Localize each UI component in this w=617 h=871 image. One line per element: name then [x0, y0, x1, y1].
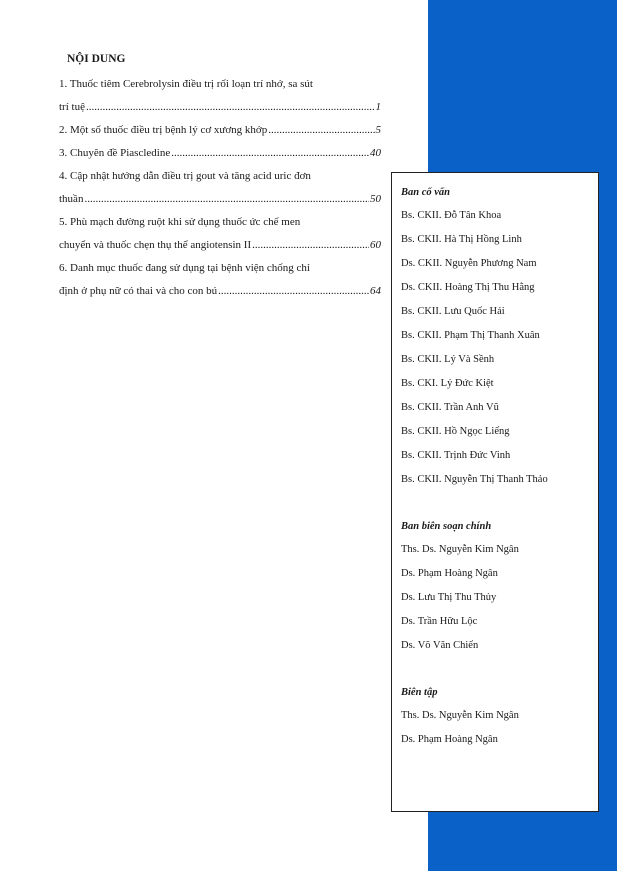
copy-editor-name: Ths. Ds. Nguyễn Kim Ngân	[401, 710, 519, 721]
toc-item-3[interactable]	[59, 142, 381, 165]
toc-item-page: 1	[375, 101, 381, 113]
advisor-name: Bs. CKII. Phạm Thị Thanh Xuân	[401, 330, 540, 341]
toc-item-text: 3. Chuyên đề Piascledine	[59, 147, 171, 159]
advisor-name: Bs. CKII. Hồ Ngọc Liếng	[401, 426, 510, 437]
toc-item-4[interactable]	[59, 165, 381, 211]
advisors-title: Ban cố vấn	[401, 187, 451, 198]
editorial-title: Ban biên soạn chính	[401, 521, 492, 532]
editor-name: Ds. Phạm Hoàng Ngân	[401, 568, 498, 579]
advisor-name: Bs. CKII. Đỗ Tân Khoa	[401, 210, 502, 221]
editor-name: Ds. Trần Hữu Lộc	[401, 616, 478, 627]
toc-heading: NỘI DUNG	[67, 53, 126, 65]
toc-item-5[interactable]	[59, 211, 381, 257]
toc-item-page: 40	[370, 147, 381, 159]
toc-item-page: 50	[370, 193, 381, 205]
toc-item-2[interactable]	[59, 119, 381, 142]
toc-item-text: trí tuệ	[59, 101, 85, 113]
advisor-name: Ds. CKII. Hoàng Thị Thu Hằng	[401, 282, 535, 293]
editor-name: Ds. Lưu Thị Thu Thủy	[401, 592, 497, 603]
toc-item-text: 2. Một số thuốc điều trị bệnh lý cơ xương khớp	[59, 124, 268, 136]
toc-item-lead: 6. Danh mục thuốc đang sử dụng tại bệnh viện chống chỉ	[59, 262, 310, 274]
editorial-board-box	[391, 172, 599, 812]
advisor-name: Bs. CKII. Nguyễn Thị Thanh Thảo	[401, 474, 548, 485]
advisor-name: Bs. CKII. Hà Thị Hồng Linh	[401, 234, 522, 245]
advisor-name: Bs. CKII. Lưu Quốc Hải	[401, 306, 505, 317]
toc-item-1[interactable]	[59, 73, 381, 119]
table-of-contents	[59, 49, 381, 303]
toc-item-lead: 5. Phù mạch đường ruột khi sử dụng thuốc ức chế men	[59, 216, 301, 228]
toc-item-6[interactable]	[59, 257, 381, 303]
toc-item-page: 64	[370, 285, 381, 297]
toc-item-page: 60	[370, 239, 381, 251]
advisor-name: Ds. CKII. Nguyễn Phương Nam	[401, 258, 537, 269]
advisor-name: Bs. CKII. Trần Anh Vũ	[401, 402, 499, 413]
advisor-name: Bs. CKII. Lý Và Sềnh	[401, 354, 495, 365]
toc-item-text: chuyển và thuốc chẹn thụ thể angiotensin II	[59, 239, 252, 251]
toc-item-page: 5	[375, 124, 381, 136]
editors-title: Biên tập	[401, 687, 438, 698]
advisor-name: Bs. CKII. Trịnh Đức Vinh	[401, 450, 511, 461]
toc-item-text: thuần	[59, 193, 84, 205]
toc-item-text: định ở phụ nữ có thai và cho con bú	[59, 285, 218, 297]
advisor-name: Bs. CKI. Lý Đức Kiệt	[401, 378, 494, 389]
editor-name: Ds. Võ Văn Chiến	[401, 640, 479, 651]
toc-item-lead: 4. Cập nhật hướng dẫn điều trị gout và tăng acid uric đơn	[59, 170, 311, 182]
editor-name: Ths. Ds. Nguyễn Kim Ngân	[401, 544, 519, 555]
copy-editor-name: Ds. Phạm Hoàng Ngân	[401, 734, 498, 745]
toc-item-lead: 1. Thuốc tiêm Cerebrolysin điều trị rối loạn trí nhớ, sa sút	[59, 78, 313, 90]
